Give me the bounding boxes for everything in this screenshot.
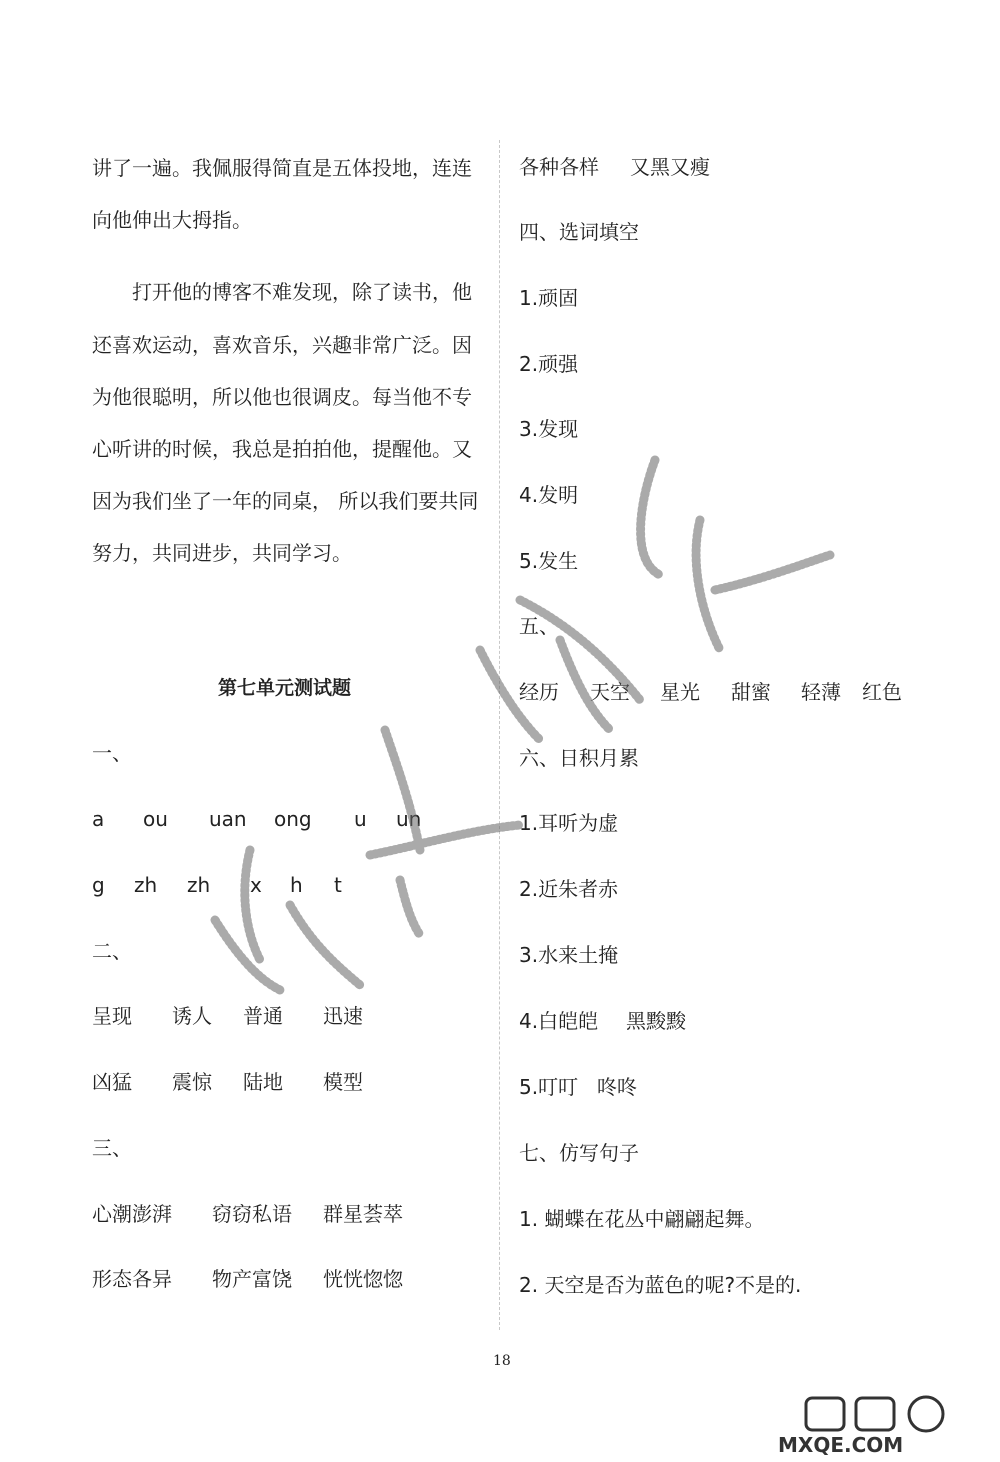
pinyin-cell: un	[396, 807, 422, 831]
pinyin-cell: x	[250, 873, 262, 897]
list-item: 2.顽强	[519, 352, 579, 376]
list-item-extra: 咚咚	[597, 1075, 637, 1099]
word-cell: 天空	[590, 680, 630, 704]
list-item: 1.耳听为虚	[519, 811, 619, 835]
word-cell: 凶猛	[92, 1070, 132, 1094]
word-cell: 星光	[660, 680, 700, 704]
logo-text: MXQE.COM	[778, 1433, 904, 1457]
list-item: 5.发生	[519, 549, 579, 573]
word-cell: 经历	[519, 680, 559, 704]
word-cell: 陆地	[243, 1070, 283, 1094]
list-item: 3.发现	[519, 417, 579, 441]
pinyin-cell: zh	[187, 873, 211, 897]
paragraph2-line3: 为他很聪明，所以他也很调皮。每当他不专	[92, 385, 472, 409]
section2-label: 二、	[92, 939, 132, 963]
paragraph1-line2: 向他伸出大拇指。	[92, 208, 252, 232]
word-cell: 普通	[243, 1004, 283, 1028]
list-item: 4.发明	[519, 483, 579, 507]
paragraph2-line2: 还喜欢运动，喜欢音乐，兴趣非常广泛。因	[92, 333, 472, 357]
word-cell: 红色	[862, 680, 902, 704]
idiom-cell: 物产富饶	[212, 1267, 292, 1291]
section6-label: 六、日积月累	[519, 746, 639, 770]
page-number: 18	[493, 1353, 511, 1369]
list-item: 1. 蝴蝶在花丛中翩翩起舞。	[519, 1207, 765, 1231]
list-item: 2.近朱者赤	[519, 877, 619, 901]
pinyin-cell: u	[354, 807, 367, 831]
section1-label: 一、	[92, 741, 132, 765]
word-cell: 轻薄	[801, 680, 841, 704]
paragraph2-line4: 心听讲的时候，我总是拍拍他，提醒他。又	[92, 437, 472, 461]
section5-label: 五、	[519, 614, 559, 638]
section4-label: 四、选词填空	[519, 220, 639, 244]
pinyin-cell: ong	[274, 807, 312, 831]
paragraph2-line1: 打开他的博客不难发现，除了读书，他	[132, 280, 472, 304]
idiom-cell: 心潮澎湃	[92, 1202, 172, 1226]
paragraph2-line5: 因为我们坐了一年的同桌， 所以我们要共同	[92, 489, 479, 513]
site-logo	[776, 1392, 986, 1458]
word-cell: 甜蜜	[731, 680, 771, 704]
pinyin-cell: zh	[134, 873, 158, 897]
word-cell: 又黑又瘦	[630, 155, 710, 179]
idiom-cell: 群星荟萃	[323, 1202, 403, 1226]
pinyin-cell: ou	[143, 807, 168, 831]
word-cell: 诱人	[172, 1004, 212, 1028]
section3-label: 三、	[92, 1136, 132, 1160]
list-item: 1.顽固	[519, 286, 579, 310]
idiom-cell: 窃窃私语	[212, 1202, 292, 1226]
idiom-cell: 恍恍惚惚	[323, 1267, 403, 1291]
pinyin-cell: a	[92, 807, 105, 831]
paragraph1-line1: 讲了一遍。我佩服得简直是五体投地，连连	[92, 156, 472, 180]
pinyin-cell: uan	[209, 807, 247, 831]
word-cell: 呈现	[92, 1004, 132, 1028]
pinyin-cell: t	[334, 873, 342, 897]
idiom-cell: 形态各异	[92, 1267, 172, 1291]
list-item: 3.水来土掩	[519, 943, 619, 967]
word-cell: 迅速	[323, 1004, 363, 1028]
pinyin-cell: g	[92, 873, 105, 897]
list-item: 4.白皑皑	[519, 1009, 599, 1033]
section-title: 第七单元测试题	[218, 677, 352, 699]
pinyin-cell: h	[290, 873, 303, 897]
word-cell: 震惊	[172, 1070, 212, 1094]
list-item: 2. 天空是否为蓝色的呢?不是的.	[519, 1273, 802, 1297]
section7-label: 七、仿写句子	[519, 1141, 639, 1165]
paragraph2-line6: 努力，共同进步，共同学习。	[92, 541, 352, 565]
list-item: 5.叮叮	[519, 1075, 579, 1099]
word-cell: 各种各样	[519, 155, 599, 179]
list-item-extra: 黑黢黢	[626, 1009, 686, 1033]
word-cell: 模型	[323, 1070, 363, 1094]
